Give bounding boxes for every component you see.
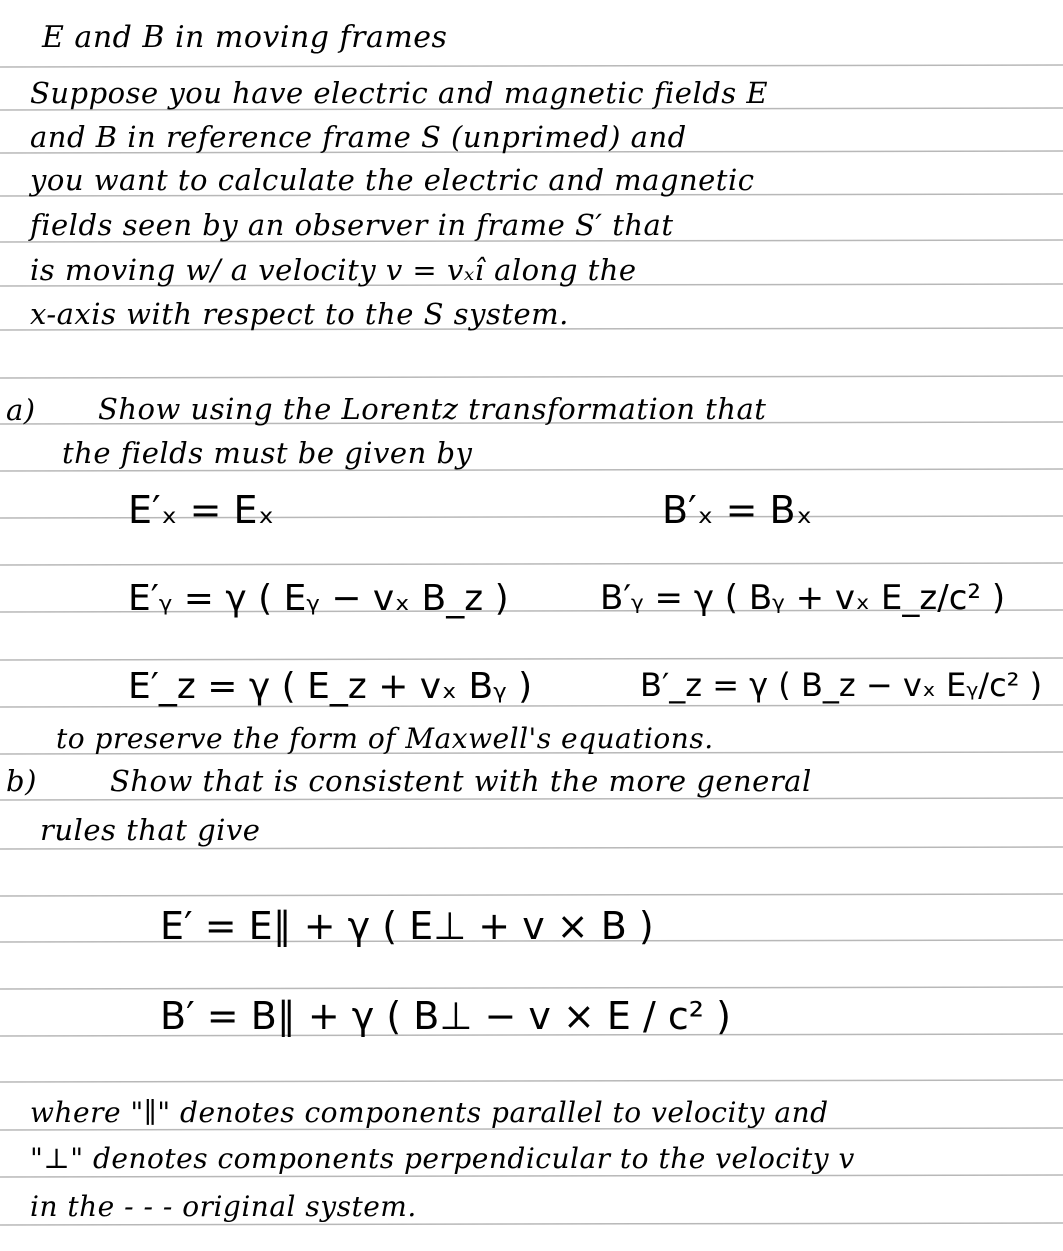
footer-line: in the - - - original system. [30, 1190, 417, 1223]
page-title: E and B in moving frames [42, 20, 448, 55]
equation-ex: E′ₓ = Eₓ [128, 488, 275, 532]
part-b-line: Show that is consistent with the more general [110, 764, 812, 798]
footer-line: "⊥" denotes components perpendicular to the velocity v [30, 1142, 855, 1175]
part-a-line: Show using the Lorentz transformation that [98, 392, 767, 426]
equation-bx: B′ₓ = Bₓ [662, 488, 813, 532]
intro-line: is moving w/ a velocity v = vₓî along the [30, 253, 637, 287]
rule-line [0, 798, 1063, 800]
rule-line [0, 1080, 1063, 1082]
rule-line [0, 563, 1063, 565]
equation-ez: E′_z = γ ( E_z + vₓ Bᵧ ) [128, 666, 533, 707]
intro-line: and B in reference frame S (unprimed) and [30, 120, 687, 154]
equation-b-general: B′ = B∥ + γ ( B⊥ − v × E / c² ) [160, 994, 731, 1038]
rule-line [0, 376, 1063, 378]
intro-line: x-axis with respect to the S system. [30, 297, 569, 331]
equation-ey: E′ᵧ = γ ( Eᵧ − vₓ B_z ) [128, 578, 509, 619]
intro-line: Suppose you have electric and magnetic fields E [30, 76, 769, 110]
rule-line [0, 1175, 1063, 1177]
equation-bz: B′_z = γ ( B_z − vₓ Eᵧ/c² ) [640, 666, 1043, 704]
part-a-line: to preserve the form of Maxwell's equations. [56, 722, 714, 755]
footer-line: where "∥" denotes components parallel to velocity and [30, 1096, 829, 1129]
intro-line: you want to calculate the electric and magnetic [30, 163, 755, 197]
rule-line [0, 894, 1063, 896]
rule-line [0, 658, 1063, 660]
intro-line: fields seen by an observer in frame S′ that [30, 208, 674, 242]
rule-line [0, 847, 1063, 849]
part-a-line: the fields must be given by [62, 436, 473, 470]
part-a-label: a) [6, 393, 36, 427]
part-b-label: b) [6, 764, 37, 798]
rule-line [0, 987, 1063, 989]
equation-e-general: E′ = E∥ + γ ( E⊥ + v × B ) [160, 904, 654, 948]
rule-line [0, 65, 1063, 67]
part-b-line: rules that give [40, 813, 261, 847]
equation-by: B′ᵧ = γ ( Bᵧ + vₓ E_z/c² ) [600, 578, 1006, 618]
rule-line [0, 1223, 1063, 1225]
